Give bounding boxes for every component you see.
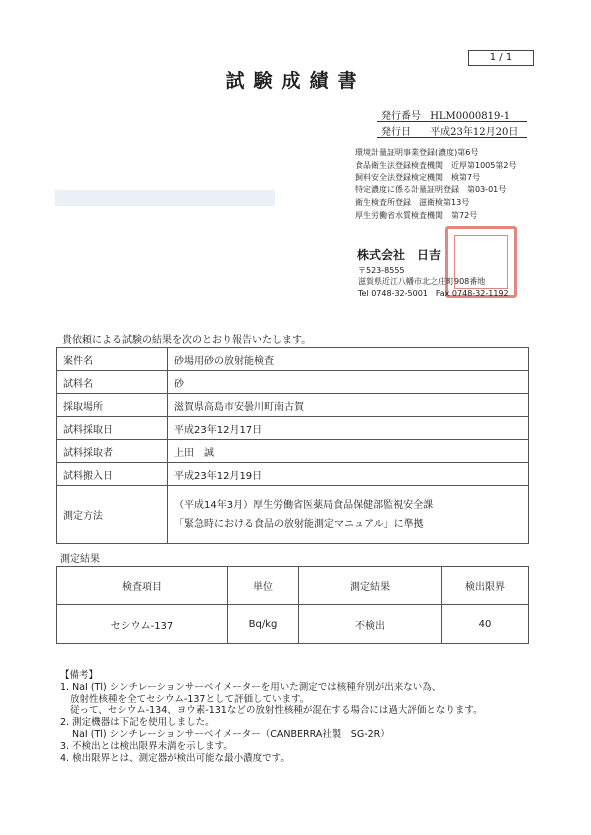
registration-line: 衛生検査所登録 滋衛検第13号 (355, 198, 470, 207)
issue-date-label: 発行日 (381, 127, 411, 138)
company-tel-fax: Tel 0748-32-5001 Fax 0748-32-1192 (358, 289, 509, 298)
note-line: 2. 測定機器は下記を使用しました。 (60, 717, 215, 729)
registration-line: 飼料安全法登録検定機関 検第7号 (355, 173, 481, 182)
row-key: 試料採取者 (57, 440, 168, 463)
divider (377, 121, 527, 122)
method-line: 「緊急時における食品の放射能測定マニュアル」に準拠 (174, 518, 424, 530)
row-key: 試料採取日 (57, 417, 168, 440)
intro-text: 貴依頼による試験の結果を次のとおり報告いたします。 (62, 335, 312, 346)
issue-number (381, 107, 510, 122)
sample-info-table (56, 347, 529, 544)
company-address: 滋賀県近江八幡市北之庄町908番地 (358, 277, 486, 286)
row-value: 上田 誠 (168, 440, 529, 463)
issue-number-value: HLM0000819-1 (430, 111, 511, 122)
note-line: 放射性核種を全てセシウム-137として評価しています。 (70, 693, 310, 705)
company-postal: 〒523-8555 (358, 266, 405, 275)
table-row (57, 440, 529, 463)
note-line: 4. 検出限界とは、測定器が検出可能な最小濃度です。 (60, 752, 290, 764)
result-limit: 40 (442, 605, 529, 644)
issue-date-value: 平成23年12月20日 (430, 127, 519, 138)
note-line: NaI (Tl) シンチレーションサーベイメーター（CANBERRA社製 SG-2R） (72, 728, 390, 740)
row-value: 砂 (168, 371, 529, 394)
issue-date (381, 123, 518, 138)
row-value: 平成23年12月19日 (168, 463, 529, 486)
registration-line: 厚生労働省水質検査機関 第72号 (355, 211, 478, 220)
results-table (56, 566, 529, 644)
registration-line: 特定濃度に係る計量証明登録 第03-01号 (355, 185, 507, 194)
column-header: 検出限界 (442, 567, 529, 605)
table-row (57, 348, 529, 371)
result-value: 不検出 (299, 605, 442, 644)
table-row (57, 463, 529, 486)
row-key: 測定方法 (57, 486, 168, 544)
table-row (57, 394, 529, 417)
page-indicator: 1 / 1 (468, 50, 534, 66)
row-value: 砂場用砂の放射能検査 (168, 348, 529, 371)
redacted-recipient (55, 190, 275, 206)
result-unit: Bq/kg (228, 605, 299, 644)
note-line: 3. 不検出とは検出限界未満を示します。 (60, 740, 233, 752)
column-header: 測定結果 (299, 567, 442, 605)
results-heading: 測定結果 (60, 554, 100, 565)
note-line: 1. NaI (Tl) シンチレーションサーベイメーターを用いた測定では核種弁別が出来ない為、 (60, 681, 442, 693)
row-value (168, 486, 529, 544)
result-item: セシウム-137 (57, 605, 228, 644)
notes-heading: 【備考】 (60, 670, 99, 681)
table-row (57, 417, 529, 440)
divider (377, 137, 527, 138)
row-key: 案件名 (57, 348, 168, 371)
registration-line: 環境計量証明事業登録(濃度)第6号 (355, 148, 479, 157)
note-line: 従って、セシウム-134、ヨウ素-131などの放射性核種が混在する場合には過大評価となります。 (70, 705, 483, 717)
row-value: 滋賀県高島市安曇川町南古賀 (168, 394, 529, 417)
issue-number-label: 発行番号 (381, 111, 421, 122)
table-row (57, 486, 529, 544)
document-title: 試験成績書 (225, 70, 366, 92)
table-row (57, 371, 529, 394)
table-header-row (57, 567, 529, 605)
method-line: （平成14年3月）厚生労働省医薬局食品保健部監視安全課 (174, 499, 434, 511)
table-row (57, 605, 529, 644)
row-key: 試料搬入日 (57, 463, 168, 486)
registration-line: 食品衛生法登録検査機関 近厚第1005第2号 (355, 161, 517, 170)
row-key: 採取場所 (57, 394, 168, 417)
column-header: 検査項目 (57, 567, 228, 605)
column-header: 単位 (228, 567, 299, 605)
company-name: 株式会社 日吉 (357, 248, 442, 262)
row-key: 試料名 (57, 371, 168, 394)
notes-section (60, 670, 483, 764)
row-value: 平成23年12月17日 (168, 417, 529, 440)
